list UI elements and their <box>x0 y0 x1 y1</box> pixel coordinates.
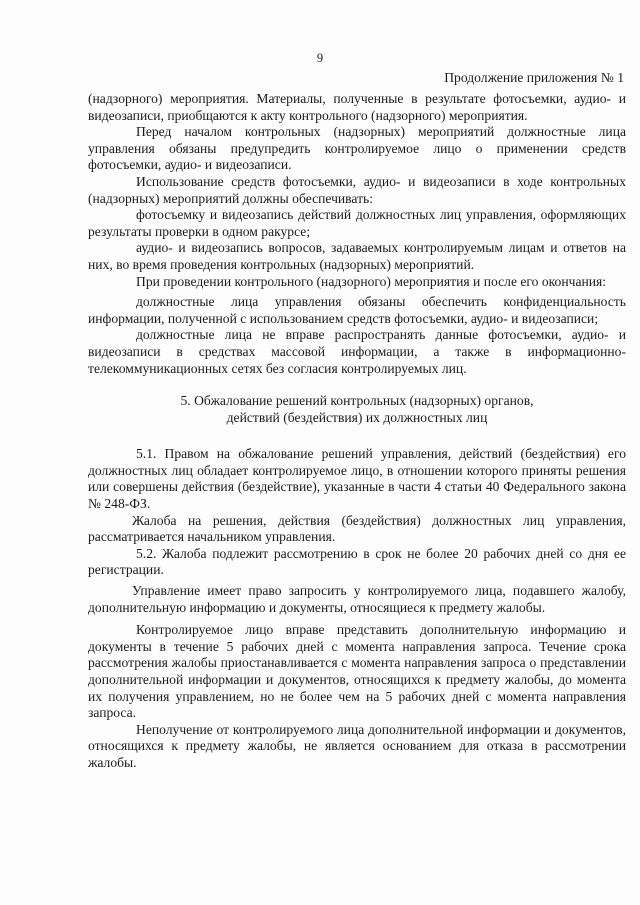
paragraph: Управление имеет право запросить у контролируемого лица, подавшего жалобу, дополнительную информацию и документы, относящиеся к предмету жалобы. <box>88 583 626 615</box>
appendix-label: Продолжение приложения № 1 <box>444 70 624 85</box>
paragraph: 5.1. Правом на обжалование решений управления, действий (бездействия) его должностных лиц обладает контролируемое лицо, в отношении которого приняты решения или совершены действия (бездействие), указанные в части 4 статьи 40 Федерального закона № 248-ФЗ. <box>88 446 626 512</box>
paragraph: Неполучение от контролируемого лица дополнительной информации и документов, относящихся к предмету жалобы, не является основанием для отказа в рассмотрении жалобы. <box>88 721 626 770</box>
document-body <box>88 91 626 772</box>
paragraph: При проведении контрольного (надзорного) мероприятия и после его окончания: <box>136 273 607 289</box>
section-heading <box>88 393 626 426</box>
section-heading-line-1: 5. Обжалование решений контрольных (надзорных) органов, <box>180 393 534 409</box>
paragraph: (надзорного) мероприятия. Материалы, полученные в результате фотосъемки, аудио- и видеозаписи, приобщаются к акту контрольного (надзорного) мероприятия. <box>88 91 626 123</box>
paragraph: должностные лица не вправе распространять данные фотосъемки, аудио- и видеозаписи в средствах массовой информации, а также в информационно-телекоммуникационных сетях без согласия контролируемых лиц. <box>88 327 626 376</box>
paragraph: Использование средств фотосъемки, аудио- и видеозаписи в ходе контрольных (надзорных) мероприятий должны обеспечивать: <box>88 173 626 206</box>
section-heading-line-2: действий (бездействия) их должностных лиц <box>226 409 488 425</box>
paragraph: должностные лица управления обязаны обеспечить конфиденциальность информации, полученной с использованием средств фотосъемки, аудио- и видеозаписи; <box>88 294 626 326</box>
paragraph: Контролируемое лицо вправе представить дополнительную информацию и документы в течение 5 рабочих дней с момента направления запроса. Течение срока рассмотрения жалобы приостанавливается с момента направления запроса о представлении дополнительной информации и документов, относящихся к предмету жалобы, до момента их получения управлением, но не более чем на 5 рабочих дней с момента направления запроса. <box>88 622 626 721</box>
page-number: 9 <box>316 51 324 65</box>
paragraph: фотосъемку и видеозапись действий должностных лиц управления, оформляющих результаты проверки в одном ракурсе; <box>88 207 626 239</box>
paragraph: Жалоба на решения, действия (бездействия) должностных лиц управления, рассматривается начальником управления. <box>88 512 626 545</box>
paragraph: 5.2. Жалоба подлежит рассмотрению в срок не более 20 рабочих дней со дня ее регистрации. <box>88 545 626 578</box>
paragraph: аудио- и видеозапись вопросов, задаваемых контролируемым лицам и ответов на них, во время проведения контрольных (надзорных) мероприятий. <box>88 240 626 272</box>
paragraph: Перед началом контрольных (надзорных) мероприятий должностные лица управления обязаны предупредить контролируемое лицо о применении средств фотосъемки, аудио- и видеозаписи. <box>88 124 626 173</box>
